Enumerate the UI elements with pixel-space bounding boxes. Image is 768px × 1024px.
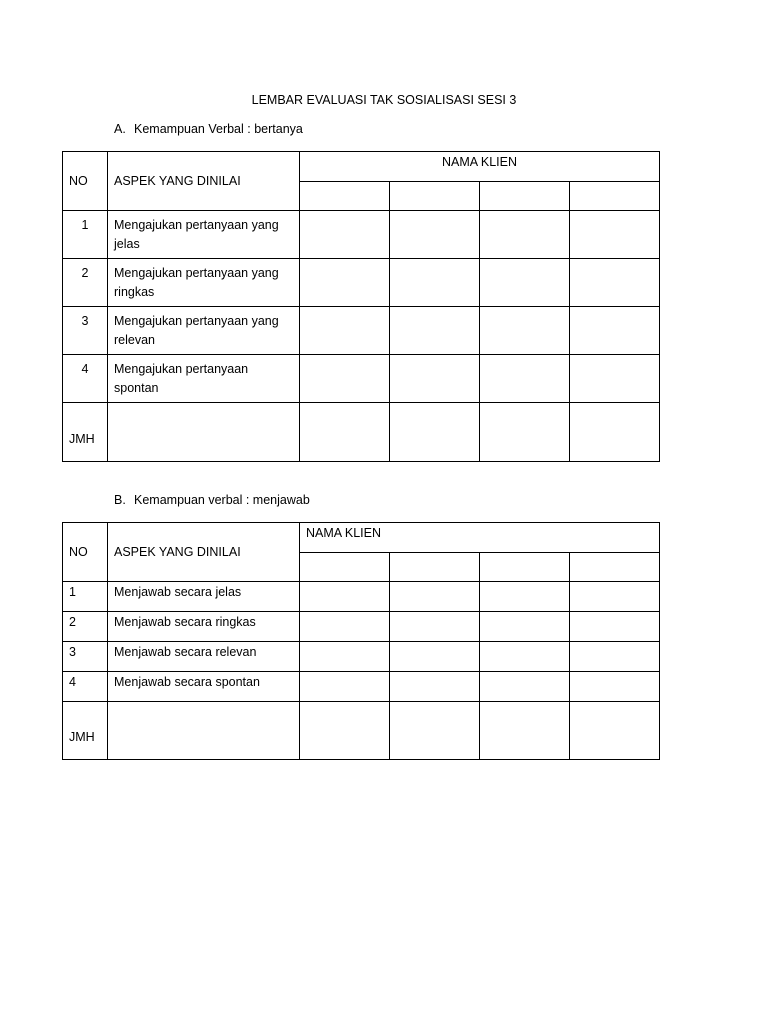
row-no: 2	[63, 259, 108, 307]
score-cell[interactable]	[570, 355, 660, 403]
table-row	[63, 355, 660, 403]
score-cell[interactable]	[480, 612, 570, 642]
table-row	[63, 211, 660, 259]
evaluation-table-b	[62, 522, 660, 760]
score-cell[interactable]	[480, 672, 570, 702]
table-total-row	[63, 702, 660, 760]
client-name-cell[interactable]	[480, 182, 570, 211]
score-cell[interactable]	[570, 672, 660, 702]
section-b-letter: B.	[114, 493, 126, 507]
score-cell[interactable]	[390, 582, 480, 612]
table-total-row	[63, 403, 660, 462]
score-cell[interactable]	[390, 211, 480, 259]
score-cell[interactable]	[570, 642, 660, 672]
row-aspek: Menjawab secara ringkas	[108, 612, 300, 642]
total-label: JMH	[63, 403, 108, 462]
section-a-heading	[114, 122, 303, 136]
row-no: 1	[63, 582, 108, 612]
table-header-row	[63, 523, 660, 553]
score-cell[interactable]	[570, 259, 660, 307]
score-cell[interactable]	[480, 642, 570, 672]
client-name-cell[interactable]	[390, 182, 480, 211]
client-name-cell[interactable]	[300, 553, 390, 582]
header-aspek: ASPEK YANG DINILAI	[108, 523, 300, 582]
table-row	[63, 642, 660, 672]
total-cell[interactable]	[480, 702, 570, 760]
client-name-cell[interactable]	[300, 182, 390, 211]
table-row	[63, 672, 660, 702]
section-b-title: Kemampuan verbal : menjawab	[134, 493, 310, 507]
score-cell[interactable]	[300, 582, 390, 612]
score-cell[interactable]	[480, 582, 570, 612]
score-cell[interactable]	[570, 582, 660, 612]
row-aspek: Mengajukan pertanyaan spontan	[108, 355, 300, 403]
row-aspek: Mengajukan pertanyaan yang relevan	[108, 307, 300, 355]
score-cell[interactable]	[570, 307, 660, 355]
row-no: 4	[63, 672, 108, 702]
row-aspek: Mengajukan pertanyaan yang jelas	[108, 211, 300, 259]
row-aspek: Menjawab secara spontan	[108, 672, 300, 702]
score-cell[interactable]	[480, 211, 570, 259]
table-row	[63, 612, 660, 642]
score-cell[interactable]	[300, 612, 390, 642]
score-cell[interactable]	[390, 612, 480, 642]
client-name-cell[interactable]	[390, 553, 480, 582]
total-label: JMH	[63, 702, 108, 760]
score-cell[interactable]	[480, 355, 570, 403]
row-aspek: Menjawab secara relevan	[108, 642, 300, 672]
score-cell[interactable]	[570, 612, 660, 642]
score-cell[interactable]	[300, 672, 390, 702]
score-cell[interactable]	[300, 211, 390, 259]
table-row	[63, 259, 660, 307]
section-a-title: Kemampuan Verbal : bertanya	[134, 122, 303, 136]
header-nama-klien: NAMA KLIEN	[300, 523, 660, 553]
row-no: 4	[63, 355, 108, 403]
total-aspek-cell	[108, 702, 300, 760]
row-aspek: Menjawab secara jelas	[108, 582, 300, 612]
section-a-letter: A.	[114, 122, 126, 136]
header-no: NO	[63, 523, 108, 582]
client-name-cell[interactable]	[570, 182, 660, 211]
score-cell[interactable]	[300, 307, 390, 355]
page-title: LEMBAR EVALUASI TAK SOSIALISASI SESI 3	[251, 93, 517, 107]
row-no: 2	[63, 612, 108, 642]
score-cell[interactable]	[390, 642, 480, 672]
total-cell[interactable]	[390, 403, 480, 462]
score-cell[interactable]	[300, 355, 390, 403]
row-aspek: Mengajukan pertanyaan yang ringkas	[108, 259, 300, 307]
score-cell[interactable]	[480, 307, 570, 355]
total-cell[interactable]	[390, 702, 480, 760]
row-no: 3	[63, 307, 108, 355]
score-cell[interactable]	[300, 259, 390, 307]
row-no: 1	[63, 211, 108, 259]
header-nama-klien: NAMA KLIEN	[300, 152, 660, 182]
header-no: NO	[63, 152, 108, 211]
table-row	[63, 307, 660, 355]
total-cell[interactable]	[300, 403, 390, 462]
score-cell[interactable]	[390, 355, 480, 403]
score-cell[interactable]	[480, 259, 570, 307]
evaluation-table-a	[62, 151, 660, 462]
score-cell[interactable]	[390, 672, 480, 702]
score-cell[interactable]	[390, 259, 480, 307]
table-row	[63, 582, 660, 612]
section-b-heading	[114, 493, 310, 507]
total-cell[interactable]	[480, 403, 570, 462]
total-cell[interactable]	[300, 702, 390, 760]
total-cell[interactable]	[570, 403, 660, 462]
client-name-cell[interactable]	[480, 553, 570, 582]
score-cell[interactable]	[390, 307, 480, 355]
table-header-row	[63, 152, 660, 182]
total-cell[interactable]	[570, 702, 660, 760]
total-aspek-cell	[108, 403, 300, 462]
score-cell[interactable]	[570, 211, 660, 259]
score-cell[interactable]	[300, 642, 390, 672]
client-name-cell[interactable]	[570, 553, 660, 582]
row-no: 3	[63, 642, 108, 672]
header-aspek: ASPEK YANG DINILAI	[108, 152, 300, 211]
